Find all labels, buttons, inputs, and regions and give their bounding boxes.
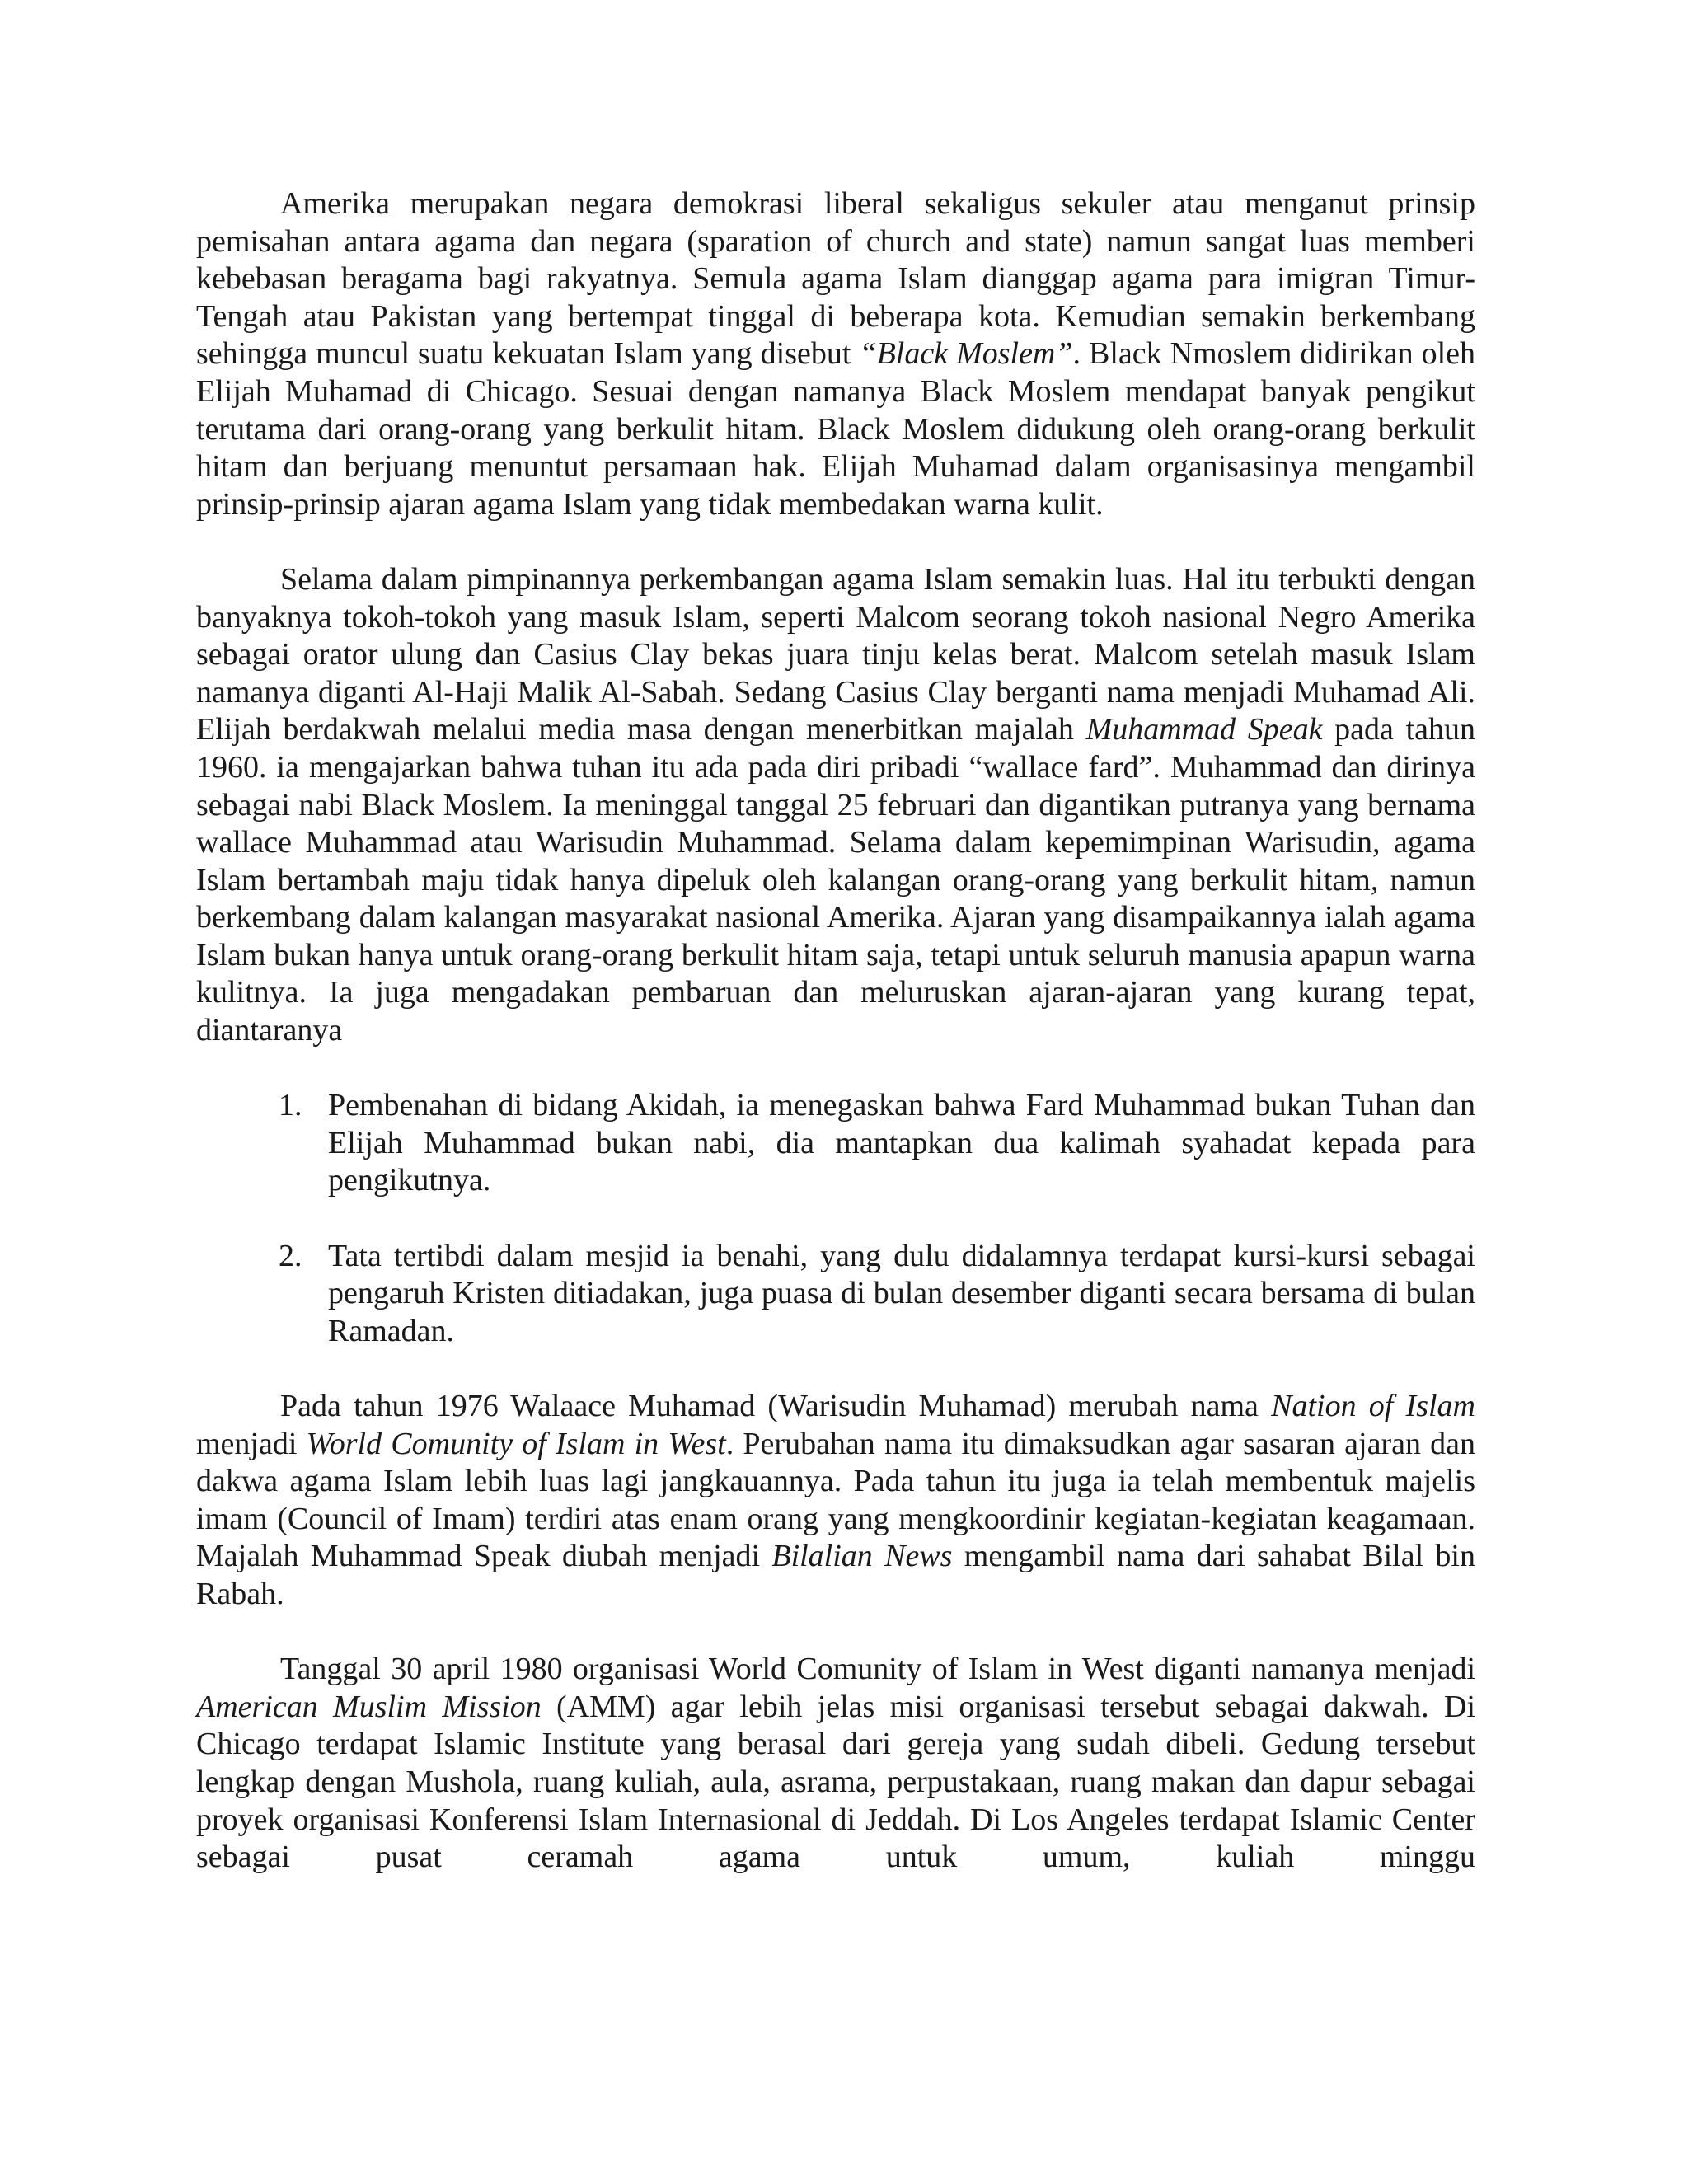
document-body — [196, 185, 1475, 1914]
paragraph-4-text-1: Tanggal 30 april 1980 organisasi World Comunity of Islam in West diganti namanya menjadi — [280, 1652, 1475, 1687]
paragraph-4-text-2: (AMM) agar lebih jelas misi organisasi tersebut sebagai dakwah. Di Chicago terdapat Islamic Institute yang berasal dari gereja yang sudah dibeli. Gedung tersebut lengkap dengan Mushola, ruang kuliah, aula, asrama, perpustakaan, ruang makan dan dapur sebagai proyek organisasi Konferensi Islam Internasional di Jeddah. Di Los Angeles terdapat Islamic Center sebagai pusat ceramah agama untuk umum, kuliah minggu — [196, 1689, 1476, 1875]
paragraph-4-italic-1: American Muslim Mission — [196, 1689, 542, 1724]
paragraph-1-text-2: . Black Nmoslem didirikan oleh Elijah Muhamad di Chicago. Sesuai dengan namanya Black Moslem mendapat banyak pengikut terutama dari orang-orang yang berkulit hitam. Black Moslem didukung oleh orang-orang berkulit hitam dan berjuang menuntut persamaan hak. Elijah Muhamad dalam organisasinya mengambil prinsip-prinsip ajaran agama Islam yang tidak membedakan warna kulit. — [196, 336, 1476, 522]
list-item-number: 2. — [279, 1238, 302, 1273]
paragraph-1 — [196, 185, 1475, 523]
paragraph-2 — [196, 561, 1475, 1050]
list-item — [196, 1238, 1475, 1351]
paragraph-3-text-4: mengambil nama dari sahabat Bilal bin Rabah. — [196, 1539, 1475, 1611]
list-item-text: Pembenahan di bidang Akidah, ia menegaskan bahwa Fard Muhammad bukan Tuhan dan Elijah Muhammad bukan nabi, dia mantapkan dua kalimah syahadat kepada para pengikutnya. — [328, 1088, 1475, 1198]
list-item — [196, 1087, 1475, 1200]
paragraph-2-text-1: Selama dalam pimpinannya perkembangan agama Islam semakin luas. Hal itu terbukti dengan banyaknya tokoh-tokoh yang masuk Islam, seperti Malcom seorang tokoh nasional Negro Amerika sebagai orator ulung dan Casius Clay bekas juara tinju kelas berat. Malcom setelah masuk Islam namanya diganti Al-Haji Malik Al-Sabah. Sedang Casius Clay berganti nama menjadi Muhamad Ali. Elijah berdakwah melalui media masa dengan menerbitkan majalah — [196, 561, 1475, 748]
paragraph-3-italic-3: Bilalian News — [771, 1539, 953, 1574]
paragraph-3-text-3: . Perubahan nama itu dimaksudkan agar sasaran ajaran dan dakwa agama Islam lebih luas lagi jangkauannya. Pada tahun itu juga ia telah membentuk majelis imam (Council of Imam) terdiri atas enam orang yang mengkoordinir kegiatan-kegiatan keagamaan. Majalah Muhammad Speak diubah menjadi — [196, 1426, 1476, 1574]
paragraph-1-italic-1: “Black Moslem” — [859, 336, 1073, 372]
paragraph-3-italic-2: World Comunity of Islam in West — [306, 1426, 726, 1461]
numbered-list — [196, 1087, 1475, 1350]
list-item-number: 1. — [279, 1088, 302, 1123]
paragraph-3 — [196, 1388, 1475, 1614]
list-item-text: Tata tertibdi dalam mesjid ia benahi, yang dulu didalamnya terdapat kursi-kursi sebagai pengaruh Kristen ditiadakan, juga puasa di bulan desember diganti secara bersama di bulan Ramadan. — [328, 1238, 1475, 1348]
paragraph-4 — [196, 1651, 1475, 1877]
paragraph-2-text-2: pada tahun 1960. ia mengajarkan bahwa tuhan itu ada pada diri pribadi “wallace fard”. Muhammad dan dirinya sebagai nabi Black Moslem. Ia meninggal tanggal 25 februari dan digantikan putranya yang bernama wallace Muhammad atau Warisudin Muhammad. Selama dalam kepemimpinan Warisudin, agama Islam bertambah maju tidak hanya dipeluk oleh kalangan orang-orang yang berkulit hitam, namun berkembang dalam kalangan masyarakat nasional Amerika. Ajaran yang disampaikannya ialah agama Islam bukan hanya untuk orang-orang berkulit hitam saja, tetapi untuk seluruh manusia apapun warna kulitnya. Ia juga mengadakan pembaruan dan meluruskan ajaran-ajaran yang kurang tepat, diantaranya — [196, 712, 1475, 1048]
paragraph-3-text-2: menjadi — [196, 1426, 307, 1461]
paragraph-2-italic-1: Muhammad Speak — [1085, 712, 1323, 748]
paragraph-3-italic-1: Nation of Islam — [1271, 1389, 1475, 1423]
paragraph-3-text-1: Pada tahun 1976 Walaace Muhamad (Warisudin Muhamad) merubah nama — [280, 1389, 1272, 1423]
paragraph-1-text-1: Amerika merupakan negara demokrasi liberal sekaligus sekuler atau menganut prinsip pemisahan antara agama dan negara (sparation of church and state) namun sangat luas memberi kebebasan beragama bagi rakyatnya. Semula agama Islam dianggap agama para imigran Timur-Tengah atau Pakistan yang bertempat tinggal di beberapa kota. Kemudian semakin berkembang sehingga muncul suatu kekuatan Islam yang disebut — [196, 186, 1475, 372]
